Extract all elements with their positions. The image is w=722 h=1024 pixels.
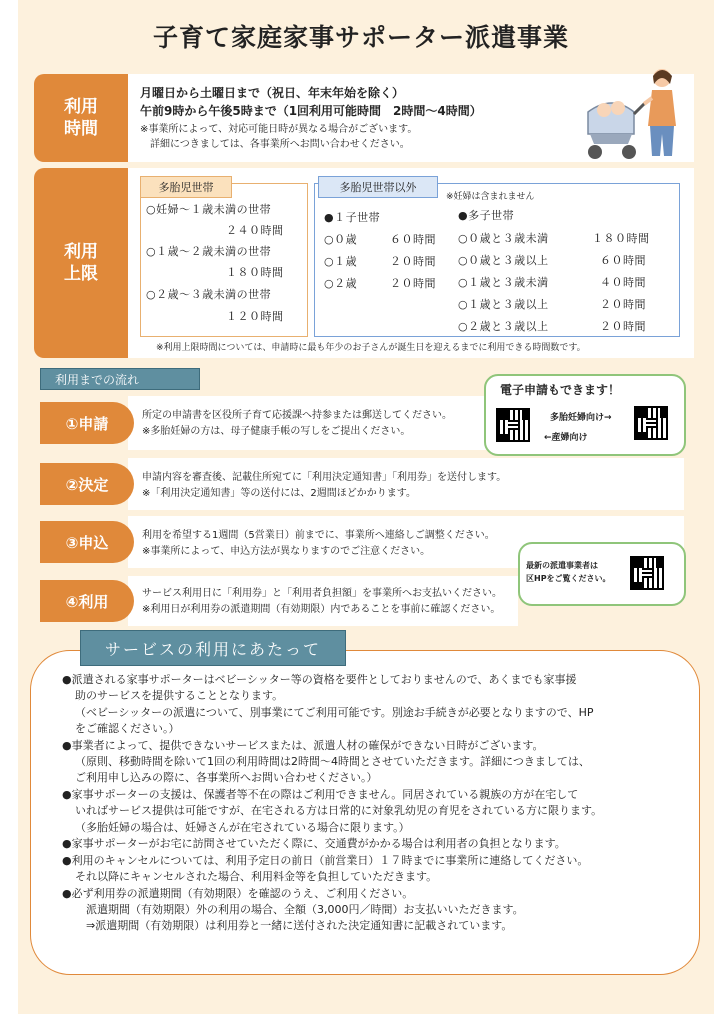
one-child-hours: ２０時間 xyxy=(390,255,436,268)
one-child-hours: ２０時間 xyxy=(390,277,436,290)
service-notes-heading: サービスの利用にあたって xyxy=(80,630,346,666)
service-note-line: （ベビーシッターの派遣について、別事業にてご利用可能です。別途お手続きが必要となりますので、HP xyxy=(75,706,594,719)
step-1-label: ①申請 xyxy=(40,402,134,444)
step-1-note: ※多胎妊婦の方は、母子健康手帳の写しをご提出ください。 xyxy=(142,426,411,437)
many-child-heading: ●多子世帯 xyxy=(458,209,515,222)
qr-code-postpartum[interactable] xyxy=(496,408,530,442)
service-note-line: 助のサービスを提供することとなります。 xyxy=(75,689,284,702)
qr-code-dispatch-operators[interactable] xyxy=(630,556,664,590)
usage-limit-footnote: ※利用上限時間については、申請時に最も年少のお子さんが誕生日を迎えるまでに利用できる時間数です。 xyxy=(156,343,586,353)
many-child-age: ○０歳と３歳以上 xyxy=(458,254,549,267)
service-note-line: （多胎妊婦の場合は、妊婦さんが在宅されている場合に限ります。） xyxy=(75,821,410,834)
step-3-label: ③申込 xyxy=(40,521,134,563)
service-note-line: ●派遣される家事サポーターはベビーシッター等の資格を要件としておりませんので、あくまでも家事援 xyxy=(62,673,577,686)
non-multi-birth-tag: 多胎児世帯以外 xyxy=(318,176,438,198)
service-note-line: ご利用申し込みの際に、各事業所へお問い合わせください。） xyxy=(75,771,378,784)
e-application-title: 電子申請もできます！ xyxy=(500,383,621,397)
multi-hours: ２４０時間 xyxy=(226,224,284,237)
service-note-line: ●利用のキャンセルについては、利用予定日の前日（前営業日）１７時までに事業所に連絡してください。 xyxy=(62,854,589,867)
service-note-line: ⇒派遣期間（有効期限）は利用券と一緒に送付された決定通知書に記載されています。 xyxy=(75,919,513,932)
usage-time-note1: ※事業所によって、対応可能日時が異なる場合がございます。 xyxy=(140,124,418,135)
service-note-line: ●家事サポーターの支援は、保護者等不在の際はご利用できません。同居されている親族の方が在宅して xyxy=(62,788,579,801)
usage-time-note2: 詳細につきましては、各事業所へお問い合わせください。 xyxy=(140,139,410,150)
dispatch-operator-line1: 最新の派遣事業者は xyxy=(526,561,598,570)
many-child-age: ○０歳と３歳未満 xyxy=(458,232,549,245)
step-4-note: ※利用日が利用券の派遣期間（有効期限）内であることを事前に確認ください。 xyxy=(142,604,501,615)
service-note-line: ●家事サポーターがお宅に訪問させていただく際に、交通費がかかる場合は利用者の負担となります。 xyxy=(62,837,566,850)
parent-stroller-illustration xyxy=(582,64,686,164)
multi-hours: １２０時間 xyxy=(226,310,284,323)
multi-item: ○１歳〜２歳未満の世帯 xyxy=(146,245,272,258)
many-child-age: ○１歳と３歳以上 xyxy=(458,298,549,311)
step-2-text: 申請内容を審査後、記載住所宛てに「利用決定通知書」「利用券」を送付します。 xyxy=(142,472,507,483)
one-child-age: ○１歳 xyxy=(324,255,358,268)
usage-time-hours: 午前9時から午後5時まで（1回利用可能時間 2時間〜4時間） xyxy=(140,104,482,118)
service-note-line: をご確認ください。） xyxy=(75,722,180,735)
step-2-note: ※「利用決定通知書」等の送付には、2週間ほどかかります。 xyxy=(142,488,416,499)
many-child-hours: ２０時間 xyxy=(600,320,646,333)
many-child-hours: ２０時間 xyxy=(600,298,646,311)
one-child-age: ○２歳 xyxy=(324,277,358,290)
step-3-text: 利用を希望する1週間（5営業日）前までに、事業所へ連絡しご調整ください。 xyxy=(142,530,495,541)
step-2-label: ②決定 xyxy=(40,463,134,505)
service-note-line: ●事業者によって、提供できないサービスまたは、派遣人材の確保ができない日時がございます。 xyxy=(62,739,544,752)
many-child-hours: ４０時間 xyxy=(600,276,646,289)
service-note-line: いればサービス提供は可能ですが、在宅される方は日常的に対象乳幼児の育児をされている方に限ります。 xyxy=(75,804,603,817)
non-multi-note: ※妊婦は含まれません xyxy=(446,192,535,202)
service-note-line: ●必ず利用券の派遣期間（有効期限）を確認のうえ、ご利用ください。 xyxy=(62,887,414,900)
step-4-panel xyxy=(128,576,518,626)
usage-time-days: 月曜日から土曜日まで（祝日、年末年始を除く） xyxy=(140,86,405,100)
many-child-hours: ６０時間 xyxy=(600,254,646,267)
multi-birth-tag: 多胎児世帯 xyxy=(140,176,232,198)
step-3-note: ※事業所によって、申込方法が異なりますのでご注意ください。 xyxy=(142,546,431,557)
one-child-age: ○０歳 xyxy=(324,233,358,246)
service-note-line: それ以降にキャンセルされた場合、利用料金等を負担していただきます。 xyxy=(75,870,438,883)
step-1-text: 所定の申請書を区役所子育て応援課へ持参または郵送してください。 xyxy=(142,410,452,421)
many-child-hours: １８０時間 xyxy=(592,232,650,245)
dispatch-operator-line2: 区HPをご覧ください。 xyxy=(526,574,611,583)
multi-hours: １８０時間 xyxy=(226,266,284,279)
many-child-age: ○１歳と３歳未満 xyxy=(458,276,549,289)
e-application-postpartum-label: ←産婦向け xyxy=(544,433,588,443)
e-application-multi-label: 多胎妊婦向け→ xyxy=(550,413,612,423)
service-note-line: 派遣期間（有効期限）外の利用の場合、全額（3,000円／時間）お支払いいただきます。 xyxy=(75,903,524,916)
page-title: 子育て家庭家事サポーター派遣事業 xyxy=(152,23,569,52)
usage-limit-label: 利用 上限 xyxy=(34,168,128,358)
multi-item: ○２歳〜３歳未満の世帯 xyxy=(146,288,272,301)
service-note-line: （原則、移動時間を除いて1回の利用時間は2時間〜4時間とさせていただきます。詳細につきましては、 xyxy=(75,755,590,768)
usage-time-label: 利用 時間 xyxy=(34,74,128,162)
multi-item: ○妊婦〜１歳未満の世帯 xyxy=(146,203,272,216)
one-child-heading: ●１子世帯 xyxy=(324,211,381,224)
many-child-age: ○２歳と３歳以上 xyxy=(458,320,549,333)
one-child-hours: ６０時間 xyxy=(390,233,436,246)
qr-code-multi-pregnancy[interactable] xyxy=(634,406,668,440)
step-4-text: サービス利用日に「利用券」と「利用者負担額」を事業所へお支払いください。 xyxy=(142,588,502,599)
flow-heading: 利用までの流れ xyxy=(40,368,200,390)
step-4-label: ④利用 xyxy=(40,580,134,622)
